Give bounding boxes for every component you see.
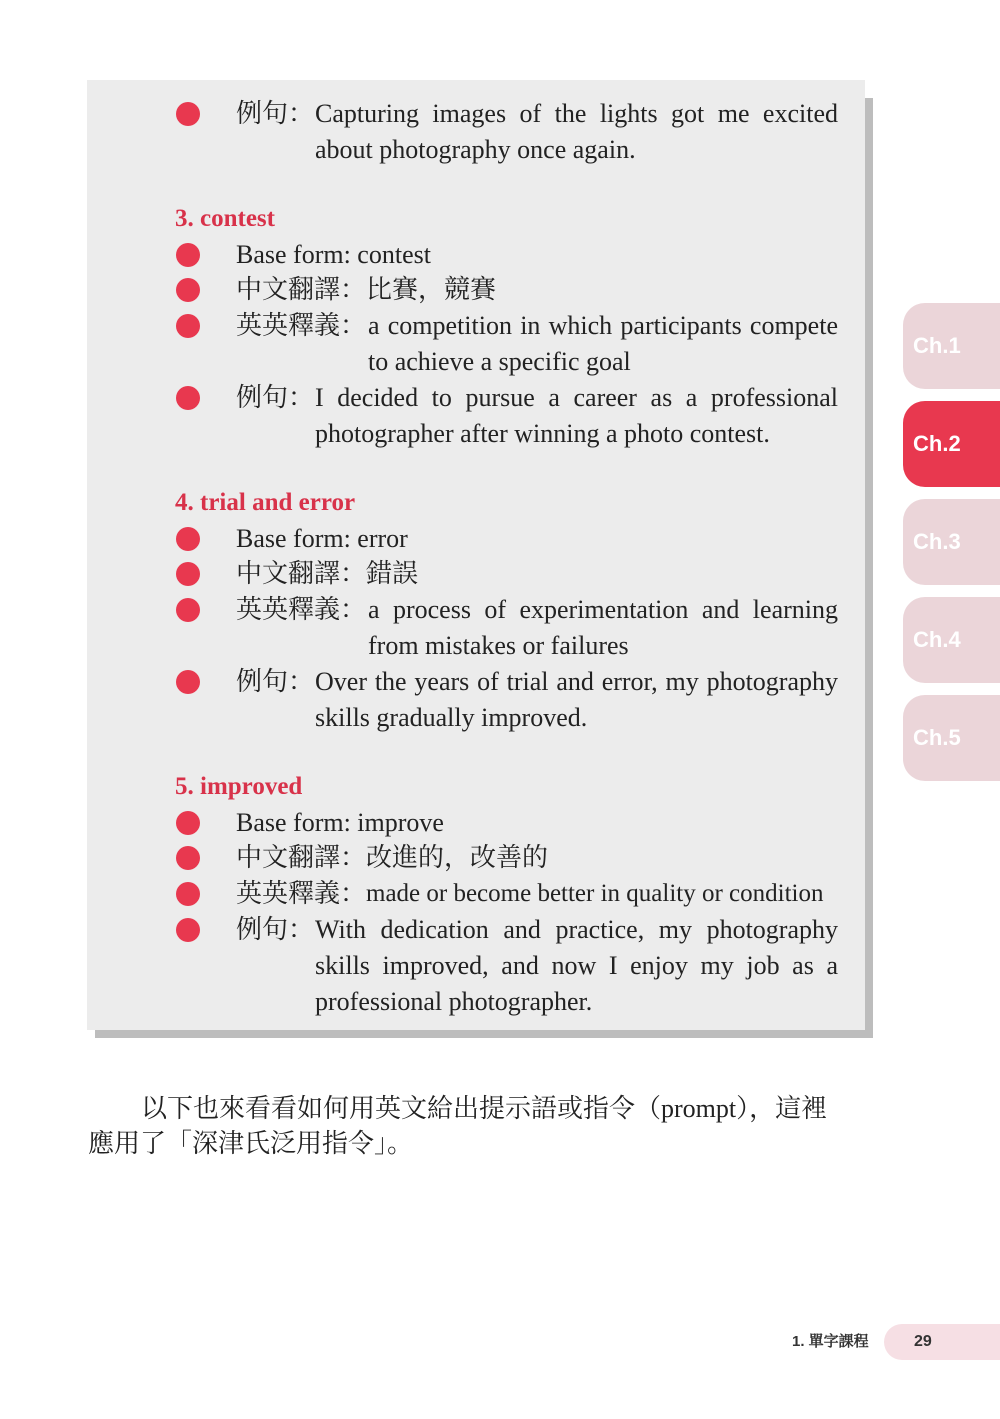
example-text: I decided to pursue a career as a professional: [315, 383, 838, 412]
base-form: Base form: improve: [236, 808, 444, 837]
english-definition-label: 英英釋義：: [236, 311, 367, 340]
example-text: Capturing images of the lights got me excited: [315, 99, 838, 128]
bullet-icon: [176, 811, 200, 835]
bullet-icon: [176, 314, 200, 338]
example-text: skills improved, and now I enjoy my job as a: [315, 951, 838, 980]
base-form: Base form: contest: [236, 240, 431, 269]
bullet-icon: [176, 562, 200, 586]
tab-ch2[interactable]: Ch.2: [903, 401, 1000, 487]
chapter-label: 1. 單字課程: [792, 1333, 869, 1350]
english-definition: made or become better in quality or condition: [366, 880, 824, 907]
tab-ch3[interactable]: Ch.3: [903, 499, 1000, 585]
example-text: photographer after winning a photo contest.: [315, 419, 770, 448]
bullet-icon: [176, 846, 200, 870]
chinese-translation: 中文翻譯：比賽，競賽: [236, 275, 497, 304]
english-definition: a process of experimentation and learning: [368, 595, 838, 624]
bullet-icon: [176, 670, 200, 694]
entry-heading: 3. contest: [175, 205, 275, 232]
english-definition: a competition in which participants compete: [368, 311, 838, 340]
bullet-icon: [176, 102, 200, 126]
chinese-translation: 中文翻譯：錯誤: [236, 559, 419, 588]
tab-ch5[interactable]: Ch.5: [903, 695, 1000, 781]
example-label: 例句：: [236, 383, 315, 412]
example-text: Over the years of trial and error, my photography: [315, 667, 838, 696]
example-text: professional photographer.: [315, 987, 593, 1016]
entry-heading: 4. trial and error: [175, 489, 356, 516]
base-form: Base form: error: [236, 524, 408, 553]
bullet-icon: [176, 918, 200, 942]
entry-heading: 5. improved: [175, 773, 303, 800]
example-text: about photography once again.: [315, 135, 636, 164]
bullet-icon: [176, 598, 200, 622]
example-label: 例句：: [236, 915, 315, 944]
page-number: 29: [884, 1324, 1000, 1360]
bullet-icon: [176, 386, 200, 410]
bullet-icon: [176, 243, 200, 267]
english-definition-label: 英英釋義：: [236, 595, 367, 624]
example-text: With dedication and practice, my photography: [315, 915, 838, 944]
tab-ch1[interactable]: Ch.1: [903, 303, 1000, 389]
english-definition-label: 英英釋義：: [236, 879, 367, 908]
english-definition: from mistakes or failures: [368, 631, 629, 660]
example-text: skills gradually improved.: [315, 703, 588, 732]
body-paragraph-line: 應用了「深津氏泛用指令」。: [88, 1129, 414, 1158]
bullet-icon: [176, 278, 200, 302]
example-label: 例句：: [236, 667, 315, 696]
body-paragraph-line: 以下也來看看如何用英文給出提示語或指令（prompt），這裡: [141, 1094, 828, 1123]
bullet-icon: [176, 527, 200, 551]
example-label: 例句：: [236, 99, 315, 128]
chinese-translation: 中文翻譯：改進的，改善的: [236, 843, 549, 872]
tab-ch4[interactable]: Ch.4: [903, 597, 1000, 683]
english-definition: to achieve a specific goal: [368, 347, 631, 376]
bullet-icon: [176, 882, 200, 906]
